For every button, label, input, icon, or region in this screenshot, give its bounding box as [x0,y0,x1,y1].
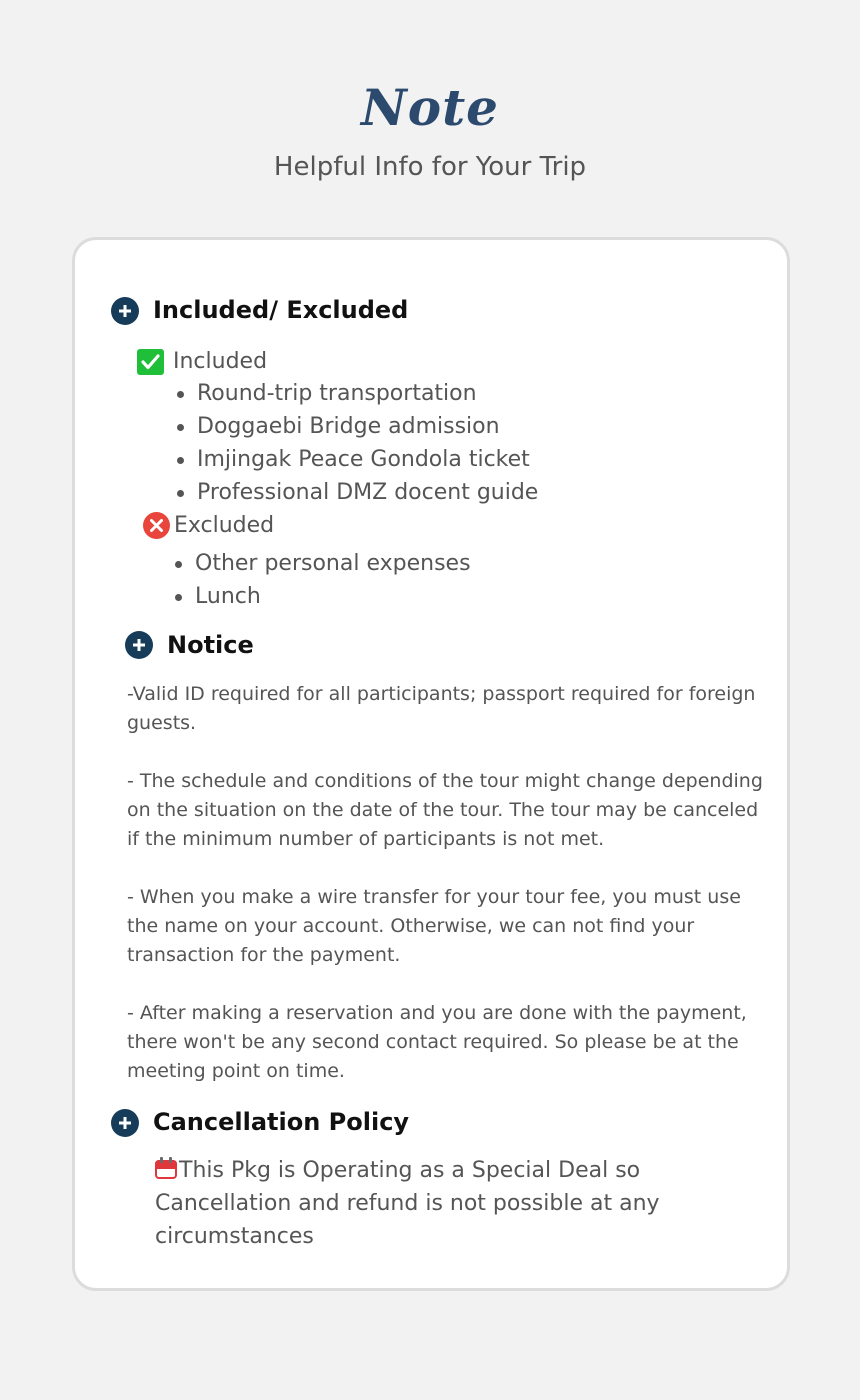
excluded-label: Excluded [174,513,275,538]
excluded-list [173,547,471,613]
notice-paragraph: - When you make a wire transfer for your tour fee, you must use the name on your account. Otherwise, we can not find your transaction for the payment. [127,886,741,966]
notice-heading: Notice [167,631,254,659]
info-card [72,237,790,1291]
included-list [175,377,538,509]
included-label: Included [173,349,268,374]
check-box-icon [137,349,164,375]
plus-circle-icon [125,631,153,659]
list-item: Round-trip transportation [175,377,538,410]
list-item: Other personal expenses [173,547,471,580]
plus-circle-icon [111,1109,139,1137]
cancellation-text [155,1154,715,1253]
included-excluded-heading: Included/ Excluded [153,296,409,324]
list-item: Doggaebi Bridge admission [175,410,538,443]
plus-circle-icon [111,297,139,325]
calendar-icon [155,1157,177,1179]
notice-paragraph: - The schedule and conditions of the tour might change depending on the situation on the date of the tour. The tour may be canceled if the minimum number of participants is not met. [127,770,763,850]
x-circle-icon [143,512,170,539]
notice-paragraph: - After making a reservation and you are done with the payment, there won't be any second contact required. So please be at the meeting point on time. [127,1002,747,1082]
list-item: Professional DMZ docent guide [175,476,538,509]
page-title: Note [361,78,499,137]
page-subtitle: Helpful Info for Your Trip [273,152,587,182]
list-item: Imjingak Peace Gondola ticket [175,443,538,476]
cancellation-text-body: This Pkg is Operating as a Special Deal so Cancellation and refund is not possible at any circumstances [155,1158,660,1249]
notice-paragraph: -Valid ID required for all participants; passport required for foreign guests. [127,683,756,734]
cancellation-heading: Cancellation Policy [153,1108,410,1136]
list-item: Lunch [173,580,471,613]
